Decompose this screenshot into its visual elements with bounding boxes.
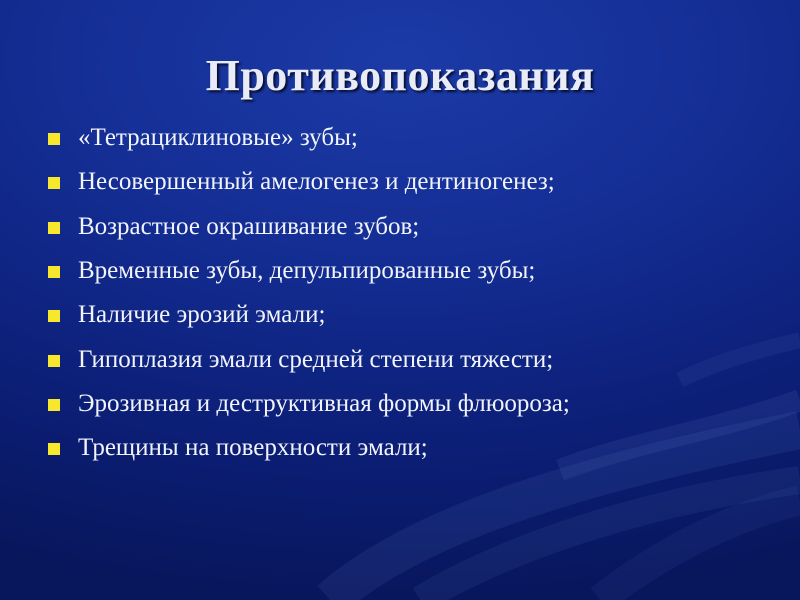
list-item-text: Наличие эрозий эмали; (78, 301, 326, 329)
list-item (48, 337, 768, 381)
list-item-text: Гипоплазия эмали средней степени тяжести; (78, 345, 554, 373)
square-bullet-icon (48, 399, 60, 411)
list-item-text: «Тетрациклиновые» зубы; (78, 124, 358, 152)
list-item-text: Трещины на поверхности эмали; (78, 434, 428, 462)
square-bullet-icon (48, 177, 60, 189)
square-bullet-icon (48, 266, 60, 278)
list-item (48, 426, 768, 470)
square-bullet-icon (48, 310, 60, 322)
list-item (48, 160, 768, 204)
list-item-text: Эрозивная и деструктивная формы флюороза; (78, 389, 570, 417)
square-bullet-icon (48, 133, 60, 145)
list-item (48, 116, 768, 160)
slide-title: Противопоказания (205, 51, 595, 100)
list-item (48, 382, 768, 426)
square-bullet-icon (48, 355, 60, 367)
square-bullet-icon (48, 222, 60, 234)
list-item-text: Несовершенный амелогенез и дентиногенез; (78, 168, 555, 196)
list-item-text: Возрастное окрашивание зубов; (78, 212, 420, 240)
list-item (48, 205, 768, 249)
contraindications-list (48, 116, 768, 470)
square-bullet-icon (48, 443, 60, 455)
list-item (48, 293, 768, 337)
list-item-text: Временные зубы, депульпированные зубы; (78, 257, 536, 285)
list-item (48, 249, 768, 293)
